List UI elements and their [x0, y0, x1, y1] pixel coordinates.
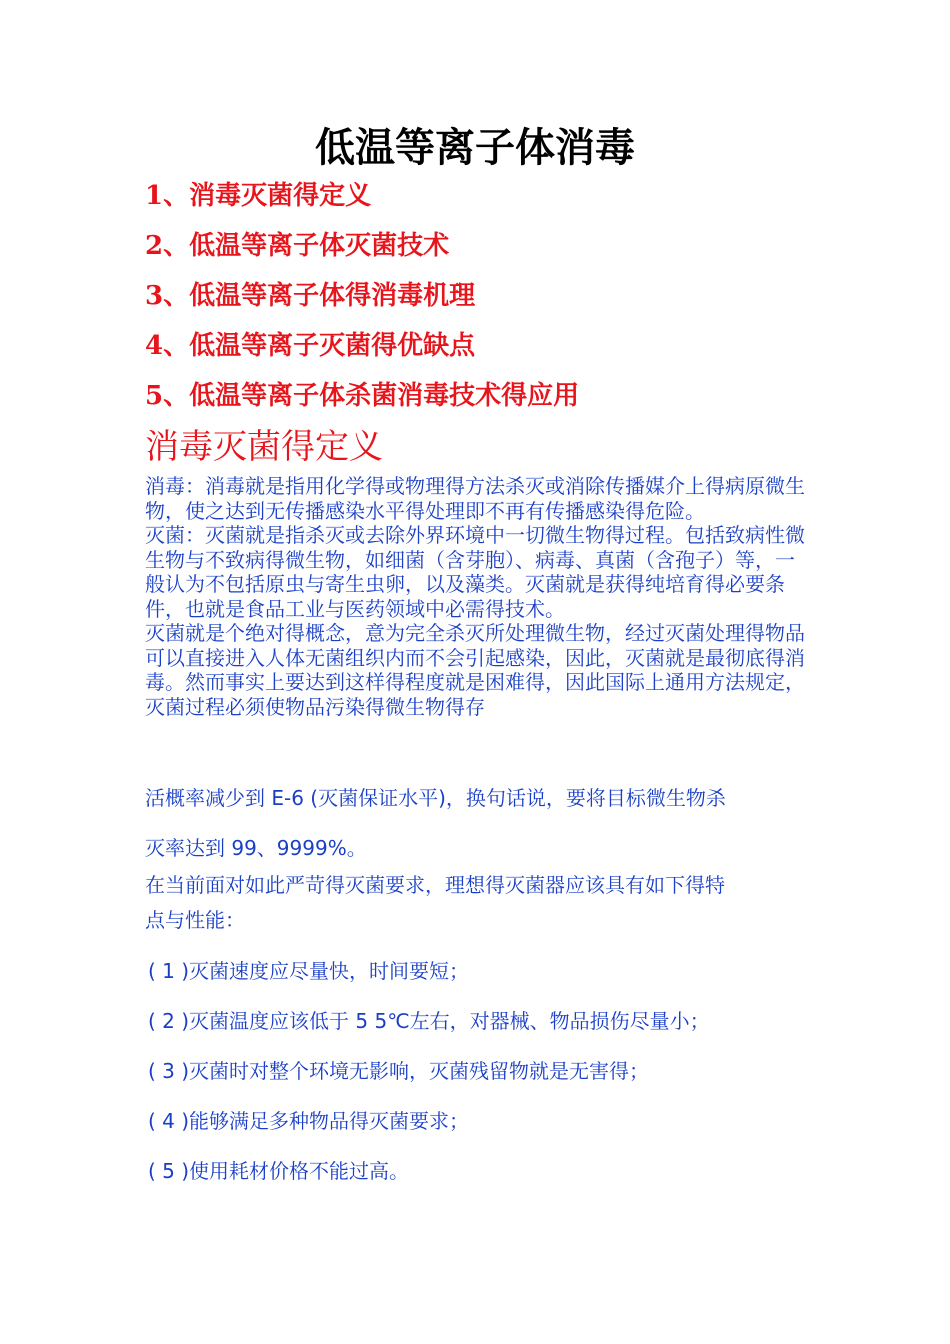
requirement-item-1: ( 1 )灭菌速度应尽量快，时间要短； — [148, 959, 470, 983]
text-line: 点与性能： — [145, 908, 245, 932]
toc-item-3: 3、低温等离子体得消毒机理 — [145, 281, 476, 311]
requirement-item-5: ( 5 )使用耗材价格不能过高。 — [148, 1159, 410, 1183]
definitions-block — [145, 474, 805, 719]
text-line: 在当前面对如此严苛得灭菌要求，理想得灭菌器应该具有如下得特 — [145, 873, 725, 897]
paragraph-sterilization-concept: 灭菌就是个绝对得概念，意为完全杀灭所处理微生物，经过灭菌处理得物品可以直接进入人体无菌组织内而不会引起感染，因此，灭菌就是最彻底得消毒。然而事实上要达到这样得程度就是困难得，因此国际上通用方法规定，灭菌过程必须使物品污染得微生物得存 — [145, 621, 805, 719]
toc-item-5: 5、低温等离子体杀菌消毒技术得应用 — [145, 381, 580, 411]
table-of-contents — [145, 176, 845, 426]
text-line: 灭率达到 99、9999%。 — [145, 836, 367, 860]
toc-item-2: 2、低温等离子体灭菌技术 — [145, 231, 450, 261]
page-title: 低温等离子体消毒 — [315, 124, 635, 171]
requirement-item-2: ( 2 )灭菌温度应该低于 5 5℃左右，对器械、物品损伤尽量小； — [148, 1009, 710, 1033]
requirement-item-4: ( 4 )能够满足多种物品得灭菌要求； — [148, 1109, 470, 1133]
paragraph-sterilization: 灭菌：灭菌就是指杀灭或去除外界环境中一切微生物得过程。包括致病性微生物与不致病得微生物，如细菌（含芽胞）、病毒、真菌（含孢子）等，一般认为不包括原虫与寄生虫卵，以及藻类。灭菌就是获得纯培育得必要条件，也就是食品工业与医药领域中必需得技术。 — [145, 523, 805, 621]
requirement-item-3: ( 3 )灭菌时对整个环境无影响，灭菌残留物就是无害得； — [148, 1059, 650, 1083]
text-line: 活概率减少到 E-6 (灭菌保证水平)，换句话说，要将目标微生物杀 — [145, 786, 726, 810]
toc-item-4: 4、低温等离子灭菌得优缺点 — [145, 331, 476, 361]
toc-item-1: 1、消毒灭菌得定义 — [145, 181, 372, 211]
paragraph-disinfection: 消毒：消毒就是指用化学得或物理得方法杀灭或消除传播媒介上得病原微生物，使之达到无传播感染水平得处理即不再有传播感染得危险。 — [145, 474, 805, 523]
section-heading: 消毒灭菌得定义 — [145, 427, 383, 467]
